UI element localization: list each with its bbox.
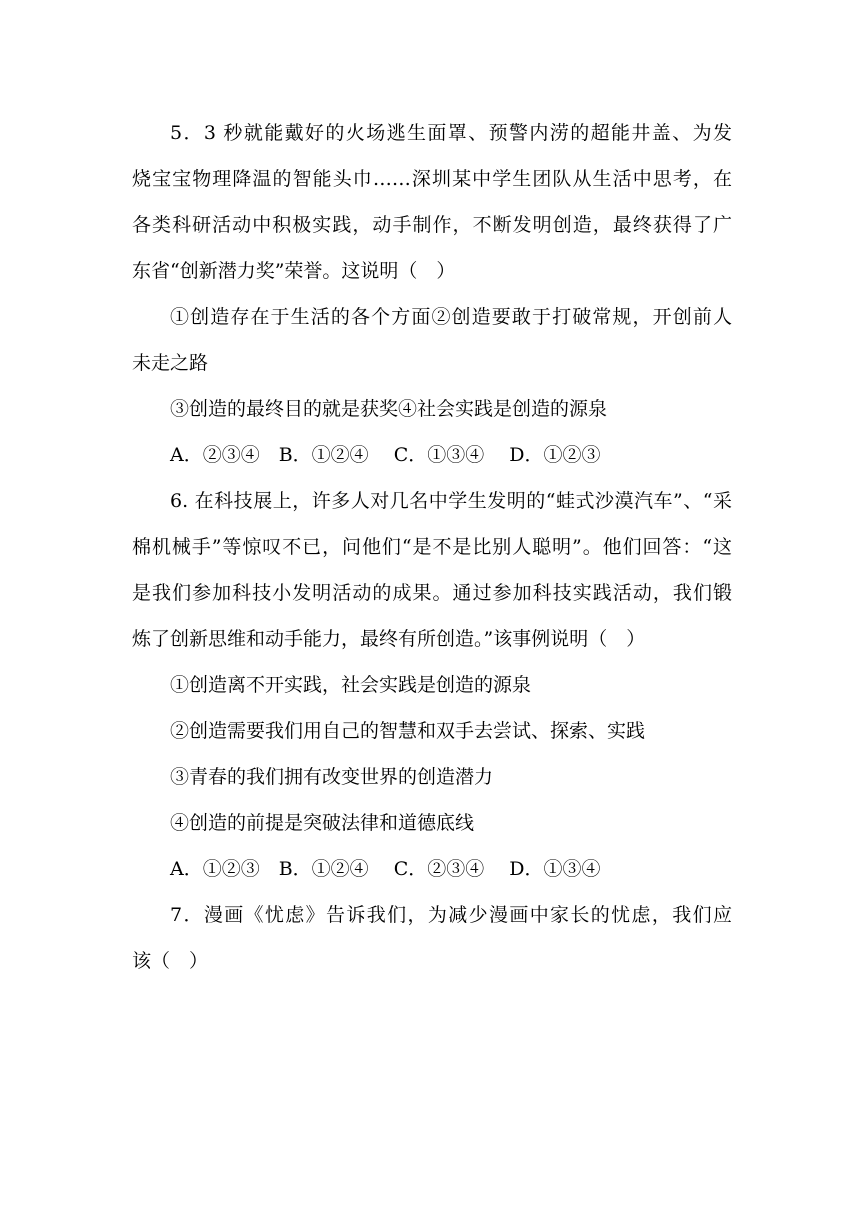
question-stem-line: 棉机械手”等惊叹不已，问他们“是不是比别人聪明”。他们回答：“这 — [132, 536, 732, 558]
statement-line: ③创造的最终目的就是获奖④社会实践是创造的源泉 — [170, 398, 608, 420]
question-stem-line: 是我们参加科技小发明活动的成果。通过参加科技实践活动，我们锻 — [132, 582, 732, 604]
question-6 — [132, 478, 732, 892]
statement-line: ①创造存在于生活的各个方面②创造要敢于打破常规，开创前人 — [170, 306, 732, 328]
question-stem-line: 烧宝宝物理降温的智能头巾……深圳某中学生团队从生活中思考，在 — [132, 168, 732, 190]
question-stem-line: 该（ ） — [132, 950, 209, 972]
statement-line: 未走之路 — [132, 352, 209, 374]
question-7 — [132, 892, 732, 984]
question-stem-line: 东省“创新潜力奖”荣誉。这说明（ ） — [132, 260, 456, 282]
statement-line: ③青春的我们拥有改变世界的创造潜力 — [170, 766, 494, 788]
question-stem-line: 6. 在科技展上，许多人对几名中学生发明的“蛙式沙漠汽车”、“采 — [170, 490, 732, 512]
answer-options: A．②③④ B．①②④ C．①③④ D．①②③ — [170, 444, 601, 466]
question-stem-line: 炼了创新思维和动手能力，最终有所创造。”该事例说明（ ） — [132, 628, 646, 650]
question-stem-line: 各类科研活动中积极实践，动手制作，不断发明创造，最终获得了广 — [132, 214, 732, 236]
statement-line: ④创造的前提是突破法律和道德底线 — [170, 812, 475, 834]
question-stem-line: 7．漫画《忧虑》告诉我们，为减少漫画中家长的忧虑，我们应 — [170, 904, 732, 926]
statement-line: ①创造离不开实践，社会实践是创造的源泉 — [170, 674, 532, 696]
question-list — [132, 110, 732, 984]
answer-options: A．①②③ B．①②④ C．②③④ D．①③④ — [170, 858, 601, 880]
statement-line: ②创造需要我们用自己的智慧和双手去尝试、探索、实践 — [170, 720, 646, 742]
question-stem-line: 5．3 秒就能戴好的火场逃生面罩、预警内涝的超能井盖、为发 — [170, 122, 732, 144]
question-5 — [132, 110, 732, 478]
